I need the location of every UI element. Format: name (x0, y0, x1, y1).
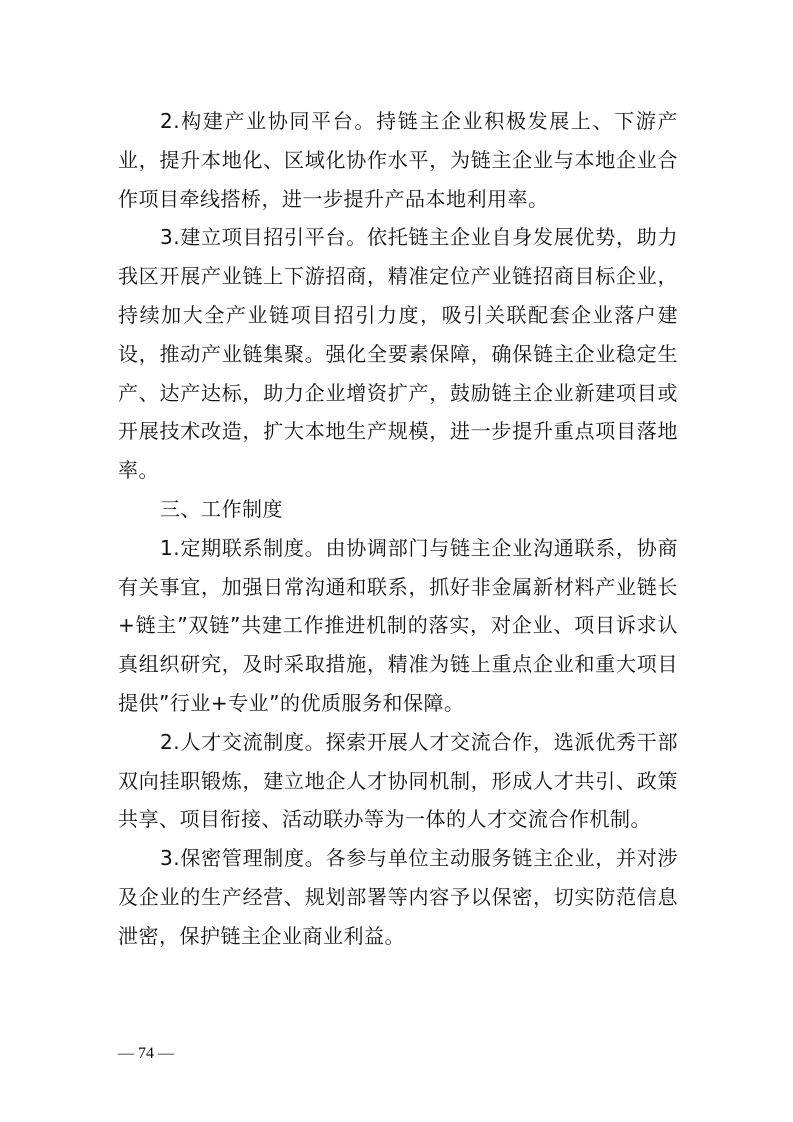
paragraph-industry-collaboration-platform: 2.构建产业协同平台。持链主企业积极发展上、下游产业，提升本地化、区域化协作水平，为链主企业与本地企业合作项目牵线搭桥，进一步提升产品本地利用率。 (118, 109, 678, 211)
paragraph-talent-exchange-system: 2.人才交流制度。探索开展人才交流合作，选派优秀干部双向挂职锻炼，建立地企人才协同机制，形成人才共引、政策共享、项目衔接、活动联办等为一体的人才交流合作机制。 (118, 729, 678, 832)
paragraph-project-attraction-platform: 3.建立项目招引平台。依托链主企业自身发展优势，助力我区开展产业链上下游招商，精准定位产业链招商目标企业，持续加大全产业链项目招引力度，吸引关联配套企业落户建设，推动产业链集聚。强化全要素保障，确保链主企业稳定生产、达产达标，助力企业增资扩产，鼓励链主企业新建项目或开展技术改造，扩大本地生产规模，进一步提升重点项目落地率。 (118, 225, 678, 483)
paragraph-confidentiality-system: 3.保密管理制度。各参与单位主动服务链主企业，并对涉及企业的生产经营、规划部署等内容予以保密，切实防范信息泄密，保护链主企业商业利益。 (118, 846, 678, 948)
page-number: — 74 — (118, 1045, 174, 1062)
paragraph-regular-contact-system: 1.定期联系制度。由协调部门与链主企业沟通联系，协商有关事宜，加强日常沟通和联系，抓好非金属新材料产业链长+链主”双链”共建工作推进机制的落实，对企业、项目诉求认真组织研究，及时采取措施，精准为链上重点企业和重大项目提供”行业+专业”的优质服务和保障。 (118, 535, 678, 715)
section-heading-work-system: 三、工作制度 (160, 496, 283, 521)
body-text (118, 102, 678, 956)
